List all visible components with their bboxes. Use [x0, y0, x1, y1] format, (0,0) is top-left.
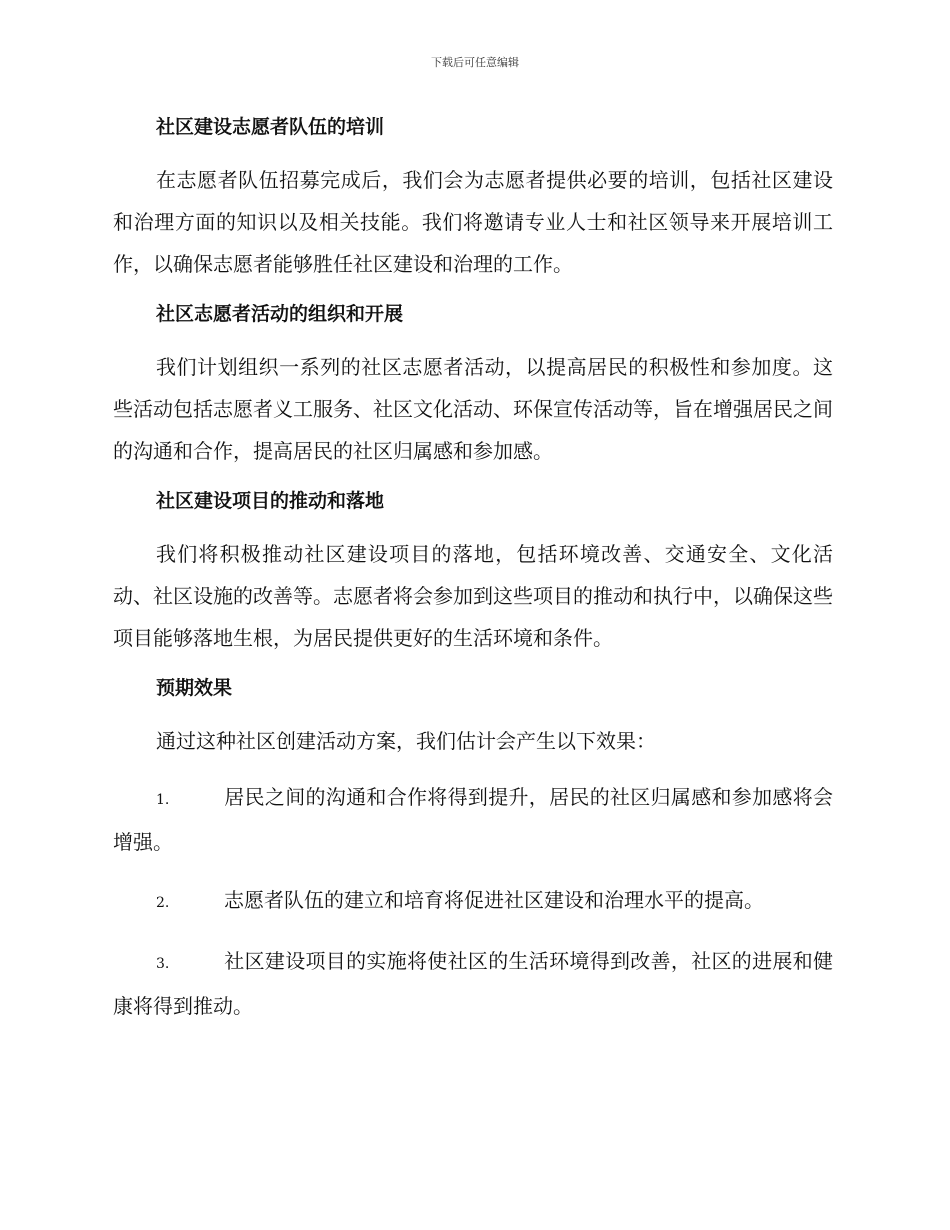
- effect-text: 居民之间的沟通和合作将得到提升，居民的社区归属感和参加感将会增强。: [113, 785, 833, 854]
- effect-list-item: [113, 879, 833, 924]
- section-paragraph-training: 在志愿者队伍招募完成后，我们会为志愿者提供必要的培训，包括社区建设和治理方面的知识以及相关技能。我们将邀请专业人士和社区领导来开展培训工作，以确保志愿者能够胜任社区建设和治理的工作。: [113, 168, 833, 276]
- effect-number: 2.: [156, 895, 170, 911]
- effect-number: 1.: [156, 792, 170, 808]
- effect-list-item: [113, 776, 833, 863]
- effect-list-item: [113, 940, 833, 1027]
- document-body: [113, 108, 833, 1027]
- header-note: 下载后可任意编辑: [431, 56, 519, 69]
- effect-number: 3.: [156, 956, 170, 972]
- section-heading-training: 社区建设志愿者队伍的培训: [156, 116, 385, 138]
- effect-text: 社区建设项目的实施将使社区的生活环境得到改善，社区的进展和健康将得到推动。: [113, 949, 833, 1018]
- section-paragraph-expected-effects: 通过这种社区创建活动方案，我们估计会产生以下效果：: [156, 729, 656, 753]
- section-paragraph-projects: 我们将积极推动社区建设项目的落地，包括环境改善、交通安全、文化活动、社区设施的改善等。志愿者将会参加到这些项目的推动和执行中，以确保这些项目能够落地生根，为居民提供更好的生活环境和条件。: [113, 542, 833, 650]
- effect-text: 志愿者队伍的建立和培育将促进社区建设和治理水平的提高。: [224, 888, 764, 912]
- section-paragraph-activities: 我们计划组织一系列的社区志愿者活动，以提高居民的积极性和参加度。这些活动包括志愿者义工服务、社区文化活动、环保宣传活动等，旨在增强居民之间的沟通和合作，提高居民的社区归属感和参加感。: [113, 355, 833, 463]
- section-heading-projects: 社区建设项目的推动和落地: [156, 490, 385, 512]
- section-heading-activities: 社区志愿者活动的组织和开展: [156, 303, 404, 325]
- section-heading-expected-effects: 预期效果: [156, 677, 233, 699]
